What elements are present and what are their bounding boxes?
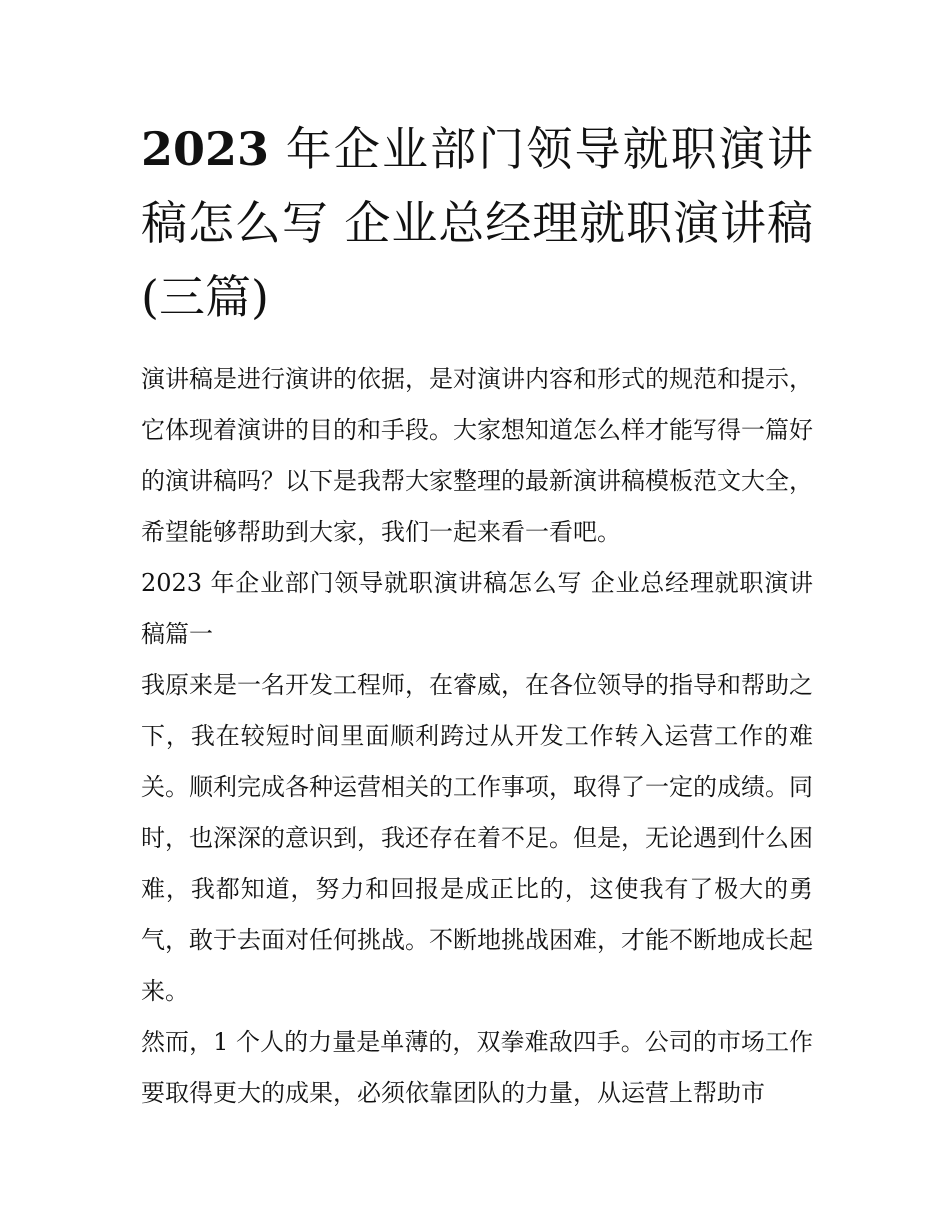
document-content: [141, 112, 813, 1119]
title-text: 年企业部门领导就职演讲稿怎么写 企业总经理就职演讲稿(三篇): [141, 122, 813, 324]
intro-paragraph: 演讲稿是进行演讲的依据，是对演讲内容和形式的规范和提示，它体现着演讲的目的和手段。大家想知道怎么样才能写得一篇好的演讲稿吗？以下是我帮大家整理的最新演讲稿模板范文大全，希望能够帮助到大家，我们一起来看一看吧。: [141, 365, 813, 546]
title-year: 2023: [141, 122, 270, 176]
body-paragraph: 然而，1 个人的力量是单薄的，双拳难敌四手。公司的市场工作要取得更大的成果，必须依靠团队的力量，从运营上帮助市: [141, 1028, 813, 1107]
document-title: [141, 112, 813, 334]
section-heading: 2023 年企业部门领导就职演讲稿怎么写 企业总经理就职演讲稿篇一: [141, 569, 813, 648]
body-paragraph: 我原来是一名开发工程师，在睿威，在各位领导的指导和帮助之下，我在较短时间里面顺利跨过从开发工作转入运营工作的难关。顺利完成各种运营相关的工作事项，取得了一定的成绩。同时，也深深的意识到，我还存在着不足。但是，无论遇到什么困难，我都知道，努力和回报是成正比的，这使我有了极大的勇气，敢于去面对任何挑战。不断地挑战困难，才能不断地成长起来。: [141, 671, 813, 1005]
